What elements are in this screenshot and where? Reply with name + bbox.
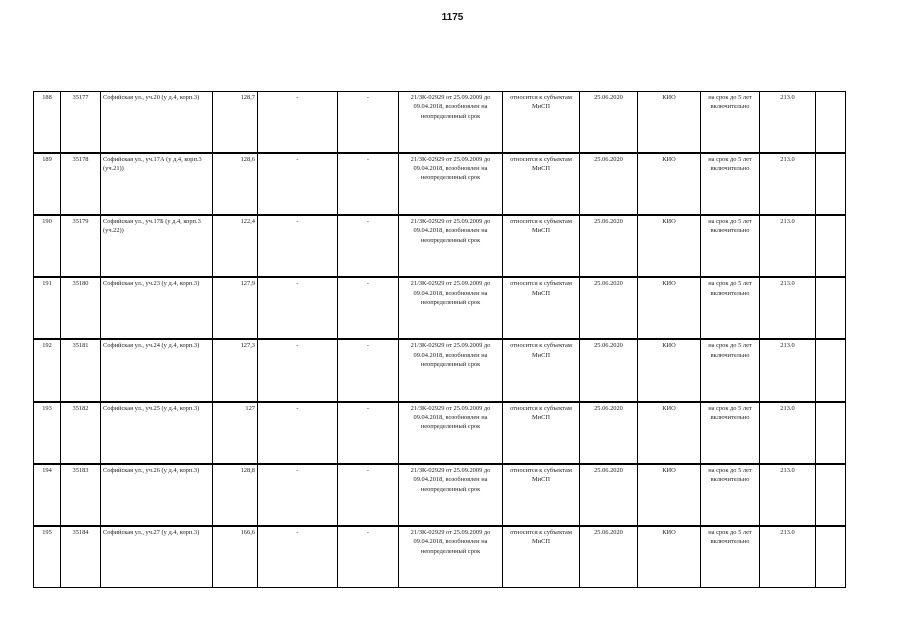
cell-dash-1: - [258, 402, 338, 464]
table-row [34, 402, 846, 464]
cell-area: 127,3 [213, 339, 258, 401]
cell-dash-1: - [258, 464, 338, 526]
cell-organization: КИО [638, 215, 701, 277]
cell-empty [816, 339, 846, 401]
cell-object-id: 35181 [61, 339, 101, 401]
cell-dash-1: - [258, 339, 338, 401]
cell-area: 122,4 [213, 215, 258, 277]
cell-date: 25.06.2020 [580, 153, 638, 215]
cell-empty [816, 153, 846, 215]
cell-subject-status: относится к субъектам МиСП [503, 339, 580, 401]
cell-row-number: 192 [34, 339, 61, 401]
cell-row-number: 188 [34, 92, 61, 153]
cell-date: 25.06.2020 [580, 402, 638, 464]
cell-term: на срок до 5 лет включительно [701, 215, 760, 277]
cell-subject-status: относится к субъектам МиСП [503, 526, 580, 587]
table-row [34, 464, 846, 526]
cell-row-number: 191 [34, 277, 61, 339]
cell-empty [816, 277, 846, 339]
cell-object-id: 35182 [61, 402, 101, 464]
cell-address: Софийская ул., уч.26 (у д.4, корп.3) [101, 464, 213, 526]
cell-code: 213.0 [760, 402, 816, 464]
cell-subject-status: относится к субъектам МиСП [503, 402, 580, 464]
cell-organization: КИО [638, 153, 701, 215]
cell-empty [816, 526, 846, 587]
cell-row-number: 193 [34, 402, 61, 464]
cell-agreement: 21/ЗК-02929 от 25.09.2009 до 09.04.2018, возобновлен на неопределенный срок [399, 153, 503, 215]
cell-row-number: 194 [34, 464, 61, 526]
cell-dash-1: - [258, 153, 338, 215]
cell-empty [816, 215, 846, 277]
cell-date: 25.06.2020 [580, 526, 638, 587]
cell-row-number: 189 [34, 153, 61, 215]
cell-date: 25.06.2020 [580, 464, 638, 526]
cell-organization: КИО [638, 526, 701, 587]
cell-dash-1: - [258, 215, 338, 277]
cell-object-id: 35184 [61, 526, 101, 587]
cell-organization: КИО [638, 339, 701, 401]
page-number: 1175 [441, 12, 464, 23]
cell-code: 213.0 [760, 153, 816, 215]
cell-organization: КИО [638, 402, 701, 464]
cell-area: 128,7 [213, 92, 258, 153]
cell-area: 128,8 [213, 464, 258, 526]
cell-agreement: 21/ЗК-02929 от 25.09.2009 до 09.04.2018, возобновлен на неопределенный срок [399, 402, 503, 464]
cell-dash-2: - [338, 339, 399, 401]
cell-organization: КИО [638, 464, 701, 526]
cell-term: на срок до 5 лет включительно [701, 526, 760, 587]
cell-term: на срок до 5 лет включительно [701, 92, 760, 153]
cell-object-id: 35183 [61, 464, 101, 526]
cell-address: Софийская ул., уч.25 (у д.4, корп.3) [101, 402, 213, 464]
cell-subject-status: относится к субъектам МиСП [503, 464, 580, 526]
cell-agreement: 21/ЗК-02929 от 25.09.2009 до 09.04.2018, возобновлен на неопределенный срок [399, 339, 503, 401]
cell-term: на срок до 5 лет включительно [701, 339, 760, 401]
cell-object-id: 35179 [61, 215, 101, 277]
cell-term: на срок до 5 лет включительно [701, 402, 760, 464]
cell-address: Софийская ул., уч.20 (у д.4, корп.3) [101, 92, 213, 153]
cell-code: 213.0 [760, 526, 816, 587]
cell-address: Софийская ул., уч.27 (у д.4, корп.3) [101, 526, 213, 587]
cell-code: 213.0 [760, 277, 816, 339]
cell-dash-2: - [338, 402, 399, 464]
cell-agreement: 21/ЗК-02929 от 25.09.2009 до 09.04.2018, возобновлен на неопределенный срок [399, 215, 503, 277]
cell-agreement: 21/ЗК-02929 от 25.09.2009 до 09.04.2018, возобновлен на неопределенный срок [399, 92, 503, 153]
cell-code: 213.0 [760, 464, 816, 526]
cell-term: на срок до 5 лет включительно [701, 464, 760, 526]
cell-dash-2: - [338, 277, 399, 339]
cell-dash-2: - [338, 526, 399, 587]
cell-organization: КИО [638, 277, 701, 339]
cell-agreement: 21/ЗК-02929 от 25.09.2009 до 09.04.2018, возобновлен на неопределенный срок [399, 277, 503, 339]
cell-date: 25.06.2020 [580, 339, 638, 401]
cell-address: Софийская ул., уч.17Б (у д.4, корп.3 (уч.22)) [101, 215, 213, 277]
cell-agreement: 21/ЗК-02929 от 25.09.2009 до 09.04.2018, возобновлен на неопределенный срок [399, 526, 503, 587]
cell-address: Софийская ул., уч.17А (у д.4, корп.3 (уч.21)) [101, 153, 213, 215]
cell-dash-1: - [258, 526, 338, 587]
table-row [34, 215, 846, 277]
cell-organization: КИО [638, 92, 701, 153]
cell-date: 25.06.2020 [580, 215, 638, 277]
cell-dash-1: - [258, 92, 338, 153]
cell-date: 25.06.2020 [580, 277, 638, 339]
cell-dash-2: - [338, 92, 399, 153]
cell-row-number: 190 [34, 215, 61, 277]
cell-area: 127 [213, 402, 258, 464]
registry-table [33, 91, 846, 588]
cell-agreement: 21/ЗК-02929 от 25.09.2009 до 09.04.2018, возобновлен на неопределенный срок [399, 464, 503, 526]
cell-code: 213.0 [760, 92, 816, 153]
cell-empty [816, 402, 846, 464]
table-row [34, 92, 846, 153]
cell-area: 127,9 [213, 277, 258, 339]
cell-empty [816, 92, 846, 153]
cell-dash-1: - [258, 277, 338, 339]
cell-subject-status: относится к субъектам МиСП [503, 153, 580, 215]
cell-term: на срок до 5 лет включительно [701, 277, 760, 339]
cell-empty [816, 464, 846, 526]
cell-dash-2: - [338, 215, 399, 277]
cell-object-id: 35178 [61, 153, 101, 215]
table-row [34, 153, 846, 215]
table-row [34, 339, 846, 401]
cell-code: 213.0 [760, 339, 816, 401]
cell-subject-status: относится к субъектам МиСП [503, 92, 580, 153]
cell-dash-2: - [338, 153, 399, 215]
cell-object-id: 35177 [61, 92, 101, 153]
cell-object-id: 35180 [61, 277, 101, 339]
table-row [34, 277, 846, 339]
cell-area: 166,6 [213, 526, 258, 587]
cell-area: 128,6 [213, 153, 258, 215]
cell-row-number: 195 [34, 526, 61, 587]
cell-date: 25.06.2020 [580, 92, 638, 153]
table-row [34, 526, 846, 587]
cell-code: 213.0 [760, 215, 816, 277]
cell-term: на срок до 5 лет включительно [701, 153, 760, 215]
cell-address: Софийская ул., уч.23 (у д.4, корп.3) [101, 277, 213, 339]
cell-dash-2: - [338, 464, 399, 526]
cell-address: Софийская ул., уч.24 (у д.4, корп.3) [101, 339, 213, 401]
cell-subject-status: относится к субъектам МиСП [503, 215, 580, 277]
cell-subject-status: относится к субъектам МиСП [503, 277, 580, 339]
registry-body [34, 92, 846, 588]
